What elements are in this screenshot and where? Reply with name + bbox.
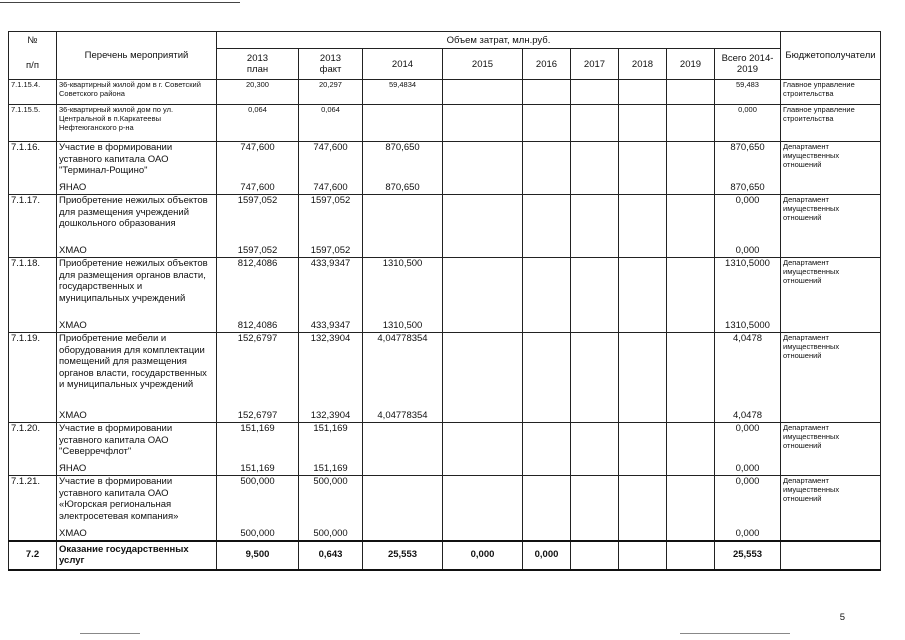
row-total: 0,000 [735,423,760,434]
expenditure-table [8,31,881,571]
row-2013-plan-region: 152,6797 [237,409,278,421]
row-2013-plan: 151,169 [240,423,275,434]
row-2013-plan-region: 1597,052 [237,244,278,256]
row-2014: 25,553 [363,541,443,570]
row-region: ХМАО [59,319,87,331]
row-2014 [363,105,443,142]
row-2013-plan: 0,064 [217,105,299,142]
row-2013-plan: 152,6797 [237,333,278,344]
row-2013-fact: 0,643 [299,541,363,570]
col-2015: 2015 [443,49,523,80]
row-recipient: Департамент имущественных отношений [781,423,881,476]
table-row [9,142,881,195]
row-num: 7.1.21. [9,476,57,541]
row-2014: 870,650 [385,142,420,153]
table-row [9,333,881,423]
row-2013-plan-region: 747,600 [240,181,275,193]
row-2013-fact-region: 500,000 [313,527,348,539]
row-total-region: 0,000 [735,527,760,539]
row-2013-plan: 9,500 [217,541,299,570]
cost-group-header: Объем затрат, млн.руб. [217,32,781,49]
row-2013-plan: 812,4086 [237,258,278,269]
row-2013-plan: 1597,052 [237,195,278,206]
num-header-bottom: п/п [26,60,39,71]
row-2013-fact: 747,600 [313,142,348,153]
row-name: 36-квартирный жилой дом в г. Советский Советского района [57,80,217,105]
row-total: 0,000 [735,195,760,206]
bottom-rule-left [80,633,140,634]
table-row [9,105,881,142]
row-2013-plan-region: 812,4086 [237,319,278,331]
row-name: Участие в формировании уставного капитала ОАО "Северречфлот" [59,423,173,457]
measures-header: Перечень мероприятий [57,32,217,80]
row-2016: 0,000 [523,541,571,570]
row-total: 870,650 [730,142,765,153]
row-total: 25,553 [715,541,781,570]
row-recipient: Департамент имущественных отношений [781,258,881,333]
row-total-region: 0,000 [735,244,760,256]
row-total: 4,0478 [732,333,763,344]
summary-row [9,541,881,570]
row-total-region: 1310,5000 [725,319,770,331]
row-region: ЯНАО [59,462,87,474]
row-name: Оказание государственных услуг [57,541,217,570]
row-2014-region: 4,04778354 [377,409,428,421]
row-2013-fact: 433,9347 [310,258,351,269]
col-2017: 2017 [571,49,619,80]
row-num: 7.1.15.4. [9,80,57,105]
row-2014-region: 870,650 [385,181,420,193]
row-2013-fact-region: 747,600 [313,181,348,193]
row-total: 0,000 [715,105,781,142]
row-2013-fact: 132,3904 [310,333,351,344]
row-region: ХМАО [59,409,87,421]
table-row [9,80,881,105]
row-2014: 1310,500 [382,258,423,269]
row-2013-plan: 500,000 [240,476,275,487]
row-total: 1310,5000 [725,258,770,269]
col-2013-fact: 2013 факт [299,49,363,80]
col-2013-plan: 2013 план [217,49,299,80]
row-2015: 0,000 [443,541,523,570]
row-name: Приобретение нежилых объектов для размещения учреждений дошкольного образования [59,195,208,229]
row-2013-plan: 20,300 [217,80,299,105]
row-2013-fact: 151,169 [313,423,348,434]
recipients-header: Бюджетополучатели [781,32,881,80]
row-total: 59,483 [715,80,781,105]
page-number: 5 [839,612,845,623]
num-header [9,32,57,80]
row-name: Приобретение нежилых объектов для размещения органов власти, государственных и муниципальных учреждений [59,258,208,304]
row-name: Участие в формировании уставного капитала ОАО "Терминал-Рощино" [59,142,173,176]
row-region: ХМАО [59,244,87,256]
row-2013-fact-region: 151,169 [313,462,348,474]
row-total-region: 4,0478 [732,409,763,421]
row-region: ЯНАО [59,181,87,193]
row-recipient: Департамент имущественных отношений [781,195,881,258]
num-header-top: № [27,35,38,46]
row-2013-fact: 1597,052 [310,195,351,206]
row-2013-fact-region: 1597,052 [310,244,351,256]
col-2019: 2019 [667,49,715,80]
row-2013-fact: 500,000 [313,476,348,487]
row-2013-plan-region: 151,169 [240,462,275,474]
row-recipient: Департамент имущественных отношений [781,333,881,423]
col-total: Всего 2014- 2019 [715,49,781,80]
col-2014: 2014 [363,49,443,80]
row-2013-fact-region: 132,3904 [310,409,351,421]
row-recipient: Департамент имущественных отношений [781,476,881,541]
top-rule [0,2,240,3]
row-total-region: 0,000 [735,462,760,474]
row-2014-region: 1310,500 [382,319,423,331]
row-recipient: Департамент имущественных отношений [781,142,881,195]
row-num: 7.1.16. [9,142,57,195]
table-row [9,476,881,541]
row-total-region: 870,650 [730,181,765,193]
bottom-rule-right [680,633,790,634]
row-2013-fact: 20,297 [299,80,363,105]
row-name: 36-квартирный жилой дом по ул. Центральной в п.Каркатеевы Нефтеюганского р-на [57,105,217,142]
row-num: 7.2 [9,541,57,570]
row-name: Участие в формировании уставного капитала ОАО «Югорская региональная электросетевая компания» [59,476,179,522]
table-row [9,258,881,333]
row-num: 7.1.19. [9,333,57,423]
row-2013-fact: 0,064 [299,105,363,142]
table-row [9,423,881,476]
row-2014: 59,4834 [363,80,443,105]
row-total: 0,000 [735,476,760,487]
table-row [9,195,881,258]
row-recipient: Главное управление строительства [781,105,881,142]
row-recipient: Главное управление строительства [781,80,881,105]
row-num: 7.1.18. [9,258,57,333]
row-num: 7.1.15.5. [9,105,57,142]
col-2018: 2018 [619,49,667,80]
row-region: ХМАО [59,527,87,539]
row-2013-plan-region: 500,000 [240,527,275,539]
row-2013-plan: 747,600 [240,142,275,153]
row-2013-fact-region: 433,9347 [310,319,351,331]
row-num: 7.1.17. [9,195,57,258]
row-2014: 4,04778354 [377,333,428,344]
row-name: Приобретение мебели и оборудования для комплектации помещений для размещения органов власти, государственных и муниципальных учреждений [59,333,207,390]
row-num: 7.1.20. [9,423,57,476]
col-2016: 2016 [523,49,571,80]
